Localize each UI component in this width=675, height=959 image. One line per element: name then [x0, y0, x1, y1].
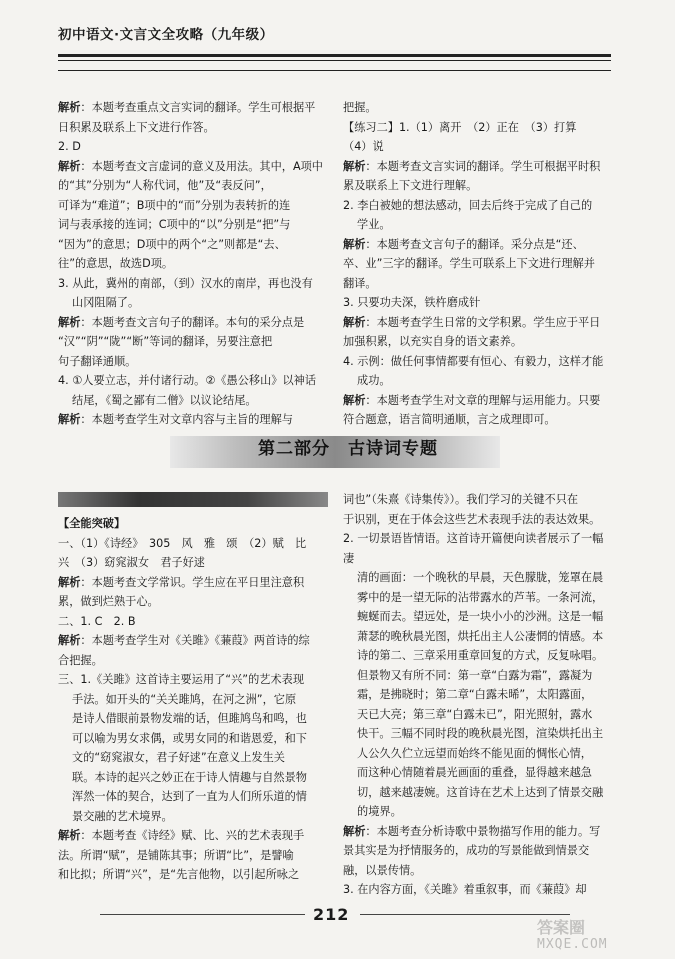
text-line — [343, 118, 611, 138]
footer-rule-right — [360, 914, 570, 915]
text-line — [58, 592, 326, 612]
header-rule-thick — [58, 54, 611, 57]
text-line — [343, 215, 611, 235]
footer-rule-left — [100, 914, 305, 915]
analysis-label: 解析 — [343, 237, 366, 251]
text-line — [58, 137, 326, 157]
line-text: 累，做到烂熟于心。 — [58, 595, 159, 608]
line-text: 切，越来越凄婉。这首诗在艺术上达到了情景交融 — [357, 785, 604, 799]
text-line — [58, 612, 326, 632]
text-line — [58, 807, 326, 827]
line-text: 萧瑟的晚秋晨光图，烘托出主人公凄惘的情感。本 — [357, 629, 604, 643]
text-line — [343, 822, 611, 842]
text-line — [343, 313, 611, 333]
text-line — [58, 332, 326, 352]
text-line — [343, 196, 611, 216]
analysis-label: 解析 — [58, 413, 81, 426]
text-line — [58, 157, 326, 177]
text-line — [58, 274, 326, 294]
line-text: 三、1.《关雎》这首诗主要运用了“兴”的艺术表现 — [58, 673, 305, 686]
line-text: 【练习二】1.（1）离开 （2）正在 （3）打算 — [343, 120, 577, 134]
text-line — [343, 861, 611, 881]
analysis-label: 解析 — [343, 315, 366, 329]
line-text: 累及联系上下文进行理解。 — [343, 179, 478, 192]
text-line — [343, 157, 611, 177]
text-line — [343, 705, 611, 725]
header-title: 初中语文·文言文全攻略（九年级） — [58, 27, 274, 43]
line-text: 一、（1）《诗经》 305 风 雅 颂 （2）赋 比 — [58, 536, 307, 550]
analysis-label: 解析 — [343, 159, 366, 173]
text-line — [58, 534, 326, 554]
text-line — [58, 176, 326, 196]
line-text: 符合题意，语言简明通顺，言之成理即可。 — [343, 413, 556, 426]
line-text: 的境界。 — [357, 805, 402, 818]
text-line — [58, 215, 326, 235]
line-text: 4. 示例：做任何事情都要有恒心、有毅力，这样才能 — [343, 354, 604, 368]
watermark — [537, 918, 667, 954]
line-text: 可译为“难道”；B项中的“而”分别为表转折的连 — [58, 198, 291, 212]
text-line — [58, 196, 326, 216]
text-line — [58, 768, 326, 788]
text-line — [343, 802, 611, 822]
line-text: 雾中的是一望无际的沾带露水的芦苇。一条河流， — [357, 590, 604, 604]
text-line — [58, 118, 326, 138]
text-line — [58, 729, 326, 749]
line-text: ：本题考查文学常识。学生应在平日里注意积 — [80, 575, 305, 589]
line-text: ：本题考查文言虚词的意义及用法。其中，A项中 — [80, 159, 323, 173]
text-line — [58, 826, 326, 846]
text-line — [58, 748, 326, 768]
line-text: 合把握。 — [58, 653, 103, 667]
line-text: 联。本诗的起兴之妙正在于诗人情趣与自然景物 — [72, 770, 307, 784]
text-line — [58, 670, 326, 690]
text-line — [58, 352, 326, 372]
text-line — [343, 176, 611, 196]
line-text: 天已大亮；第三章“白露未已”，阳光照射，露水 — [357, 707, 593, 721]
text-line — [343, 332, 611, 352]
analysis-label: 解析 — [58, 315, 81, 329]
analysis-label: 解析 — [58, 575, 81, 589]
line-text: 词与表承接的连词；C项中的“以”分别是“把”与 — [58, 218, 291, 231]
line-text: 二、1. C 2. B — [58, 614, 136, 628]
line-text: 景其实是为抒情服务的，成功的写景能做到情景交 — [343, 844, 590, 857]
text-line — [58, 651, 326, 671]
text-line — [58, 98, 326, 118]
text-line — [58, 254, 326, 274]
line-text: 句子翻译通顺。 — [58, 354, 137, 368]
text-line — [58, 391, 326, 411]
analysis-label: 解析 — [343, 824, 366, 838]
line-text: ：本题考查学生对文章的理解与运用能力。只要 — [365, 393, 601, 407]
line-text: 清的画面：一个晚秋的早晨，天色朦胧，笼罩在晨 — [357, 571, 604, 584]
left-bottom-column — [58, 514, 326, 885]
analysis-label: 解析 — [58, 101, 81, 114]
section-banner — [170, 436, 500, 468]
text-line — [343, 391, 611, 411]
text-line — [343, 685, 611, 705]
line-text: 人公久久伫立远望而始终不能见面的惆怅心情， — [357, 746, 592, 760]
line-text: ：本题考查学生日常的文学积累。学生应于平日 — [365, 315, 601, 329]
line-text: 加强积累，以充实自身的语文素养。 — [343, 335, 523, 348]
line-text: ：本题考查文言句子的翻译。本句的采分点是 — [80, 315, 305, 329]
line-text: 2. 李白被她的想法感动，回去后终于完成了自己的 — [343, 198, 593, 212]
text-line — [58, 371, 326, 391]
text-line — [58, 553, 326, 573]
line-text: 卒、业”三字的翻译。学生可联系上下文进行理解并 — [343, 257, 595, 270]
text-line — [343, 235, 611, 255]
text-line — [58, 709, 326, 729]
analysis-label: 解析 — [58, 829, 81, 842]
line-text: 成功。 — [357, 374, 391, 387]
line-text: 翻译。 — [343, 276, 377, 290]
analysis-label: 解析 — [58, 634, 81, 647]
line-text: ：本题考查学生对文章内容与主旨的理解与 — [80, 413, 293, 426]
line-text: 蜿蜒而去。望远处，是一块小小的沙洲。这是一幅 — [357, 610, 604, 623]
text-line — [343, 841, 611, 861]
line-text: 3. 从此，冀州的南部，（到）汉水的南岸，再也没有 — [58, 276, 313, 290]
line-text: （4）说 — [343, 140, 384, 153]
text-line — [343, 254, 611, 274]
line-text: 结尾，《蜀之鄙有二僧》以议论结尾。 — [72, 393, 257, 407]
header-rule-thin — [58, 60, 611, 61]
text-line — [343, 490, 611, 510]
line-text: 法。所谓“赋”，是铺陈其事；所谓“比”，是譬喻 — [58, 848, 294, 862]
text-line — [343, 98, 611, 118]
line-text: ：本题考查《诗经》赋、比、兴的艺术表现手 — [80, 829, 305, 842]
text-line — [58, 865, 326, 885]
line-text: ：本题考查分析诗歌中景物描写作用的能力。写 — [365, 824, 601, 838]
text-line — [343, 352, 611, 372]
text-line — [58, 631, 326, 651]
text-line — [343, 724, 611, 744]
text-line — [343, 783, 611, 803]
line-text: 3. 只要功夫深，铁杵磨成针 — [343, 296, 481, 309]
text-line — [58, 293, 326, 313]
line-text: 往”的意思，故选D项。 — [58, 257, 174, 270]
text-line — [58, 410, 326, 430]
right-bottom-column — [343, 490, 611, 900]
analysis-label: 解析 — [343, 393, 366, 407]
text-line — [343, 274, 611, 294]
text-line — [58, 787, 326, 807]
page-number: 212 — [313, 905, 350, 924]
text-line — [58, 846, 326, 866]
text-line — [343, 666, 611, 686]
line-text: 诗的第二、三章采用重章回复的方式，反复咏唱。 — [357, 649, 604, 662]
text-line — [343, 293, 611, 313]
watermark-logo: 答案圈 — [537, 918, 586, 937]
line-text: 学业。 — [357, 218, 391, 231]
left-top-column — [58, 98, 326, 430]
line-text: 兴 （3）窈窕淑女 君子好逑 — [58, 556, 205, 569]
text-line — [58, 313, 326, 333]
line-text: ：本题考查重点文言实词的翻译。学生可根据平 — [80, 101, 316, 114]
line-text: 于识别，更在于体会这些艺术表现手法的表达效果。 — [343, 512, 601, 526]
line-text: 日积累及联系上下文进行作答。 — [58, 120, 215, 134]
text-line — [343, 646, 611, 666]
line-text: 手法。如开头的“关关雎鸠，在河之洲”，它原 — [72, 692, 297, 706]
line-text: 把握。 — [343, 101, 377, 114]
line-text: 2. D — [58, 140, 81, 153]
text-line — [58, 235, 326, 255]
text-line — [58, 690, 326, 710]
line-text: 景交融的艺术境界。 — [72, 809, 173, 823]
right-top-column — [343, 98, 611, 430]
line-text: “因为”的意思；D项中的两个“之”则都是“去、 — [58, 237, 286, 251]
line-text: 山冈阻隔了。 — [72, 296, 140, 309]
line-text: ：本题考查文言句子的翻译。采分点是“还、 — [365, 237, 584, 251]
text-line — [343, 627, 611, 647]
line-text: ：本题考查文言实词的翻译。学生可根据平时积 — [365, 159, 601, 173]
line-text: 的“其”分别为“人称代词，他”及“表反问”， — [58, 179, 272, 192]
text-line — [343, 588, 611, 608]
line-text: 融，以景传情。 — [343, 863, 422, 877]
text-line — [343, 510, 611, 530]
section-bar — [58, 492, 328, 507]
line-text: 3. 在内容方面，《关雎》着重叙事，而《蒹葭》却 — [343, 883, 587, 896]
line-text: 霜，是拂晓时；第二章“白露未晞”，太阳露面， — [357, 688, 593, 701]
text-line — [343, 410, 611, 430]
line-text: 文的“窈窕淑女，君子好逑”在意义上发生关 — [72, 751, 285, 764]
line-text: 和比拟；所谓“兴”，是“先言他物，以引起所咏之 — [58, 868, 300, 881]
text-line — [343, 529, 611, 568]
text-line — [343, 744, 611, 764]
text-line — [58, 514, 326, 534]
line-text: 【全能突破】 — [58, 517, 126, 530]
text-line — [343, 607, 611, 627]
text-line — [343, 568, 611, 588]
text-line — [58, 573, 326, 593]
line-text: 4. ①人要立志，并付诸行动。②《愚公移山》以神话 — [58, 374, 317, 387]
line-text: 2. 一切景语皆情语。这首诗开篇便向读者展示了一幅凄 — [343, 532, 604, 565]
line-text: 而这种心情随着晨光画面的重叠，显得越来越急 — [357, 766, 592, 779]
text-line — [343, 763, 611, 783]
line-text: 快干。三幅不同时段的晚秋晨光图，渲染烘托出主 — [357, 727, 604, 740]
line-text: 是诗人借眼前景物发端的话，但雎鸠鸟和鸣，也 — [72, 712, 307, 725]
text-line — [343, 880, 611, 900]
section-banner-title: 第二部分 古诗词专题 — [258, 439, 438, 459]
analysis-label: 解析 — [58, 159, 81, 173]
line-text: 浑然一体的契合，达到了一直为人们所乐道的情 — [72, 790, 307, 803]
line-text: “汉”“阴”“陇”“断”等词的翻译，另要注意把 — [58, 335, 273, 348]
header-rule-thin-2 — [58, 70, 611, 71]
text-line — [343, 371, 611, 391]
line-text: ：本题考查学生对《关雎》《蒹葭》两首诗的综 — [80, 634, 310, 647]
text-line — [343, 137, 611, 157]
watermark-url: MXQE.COM — [537, 936, 608, 952]
line-text: 可以喻为男女求偶，或男女同的和谐恩爱，和下 — [72, 731, 307, 745]
line-text: 但景物又有所不同：第一章“白露为霜”，露凝为 — [357, 668, 593, 682]
line-text: 词也”（朱熹《诗集传》）。我们学习的关键不只在 — [343, 493, 579, 506]
